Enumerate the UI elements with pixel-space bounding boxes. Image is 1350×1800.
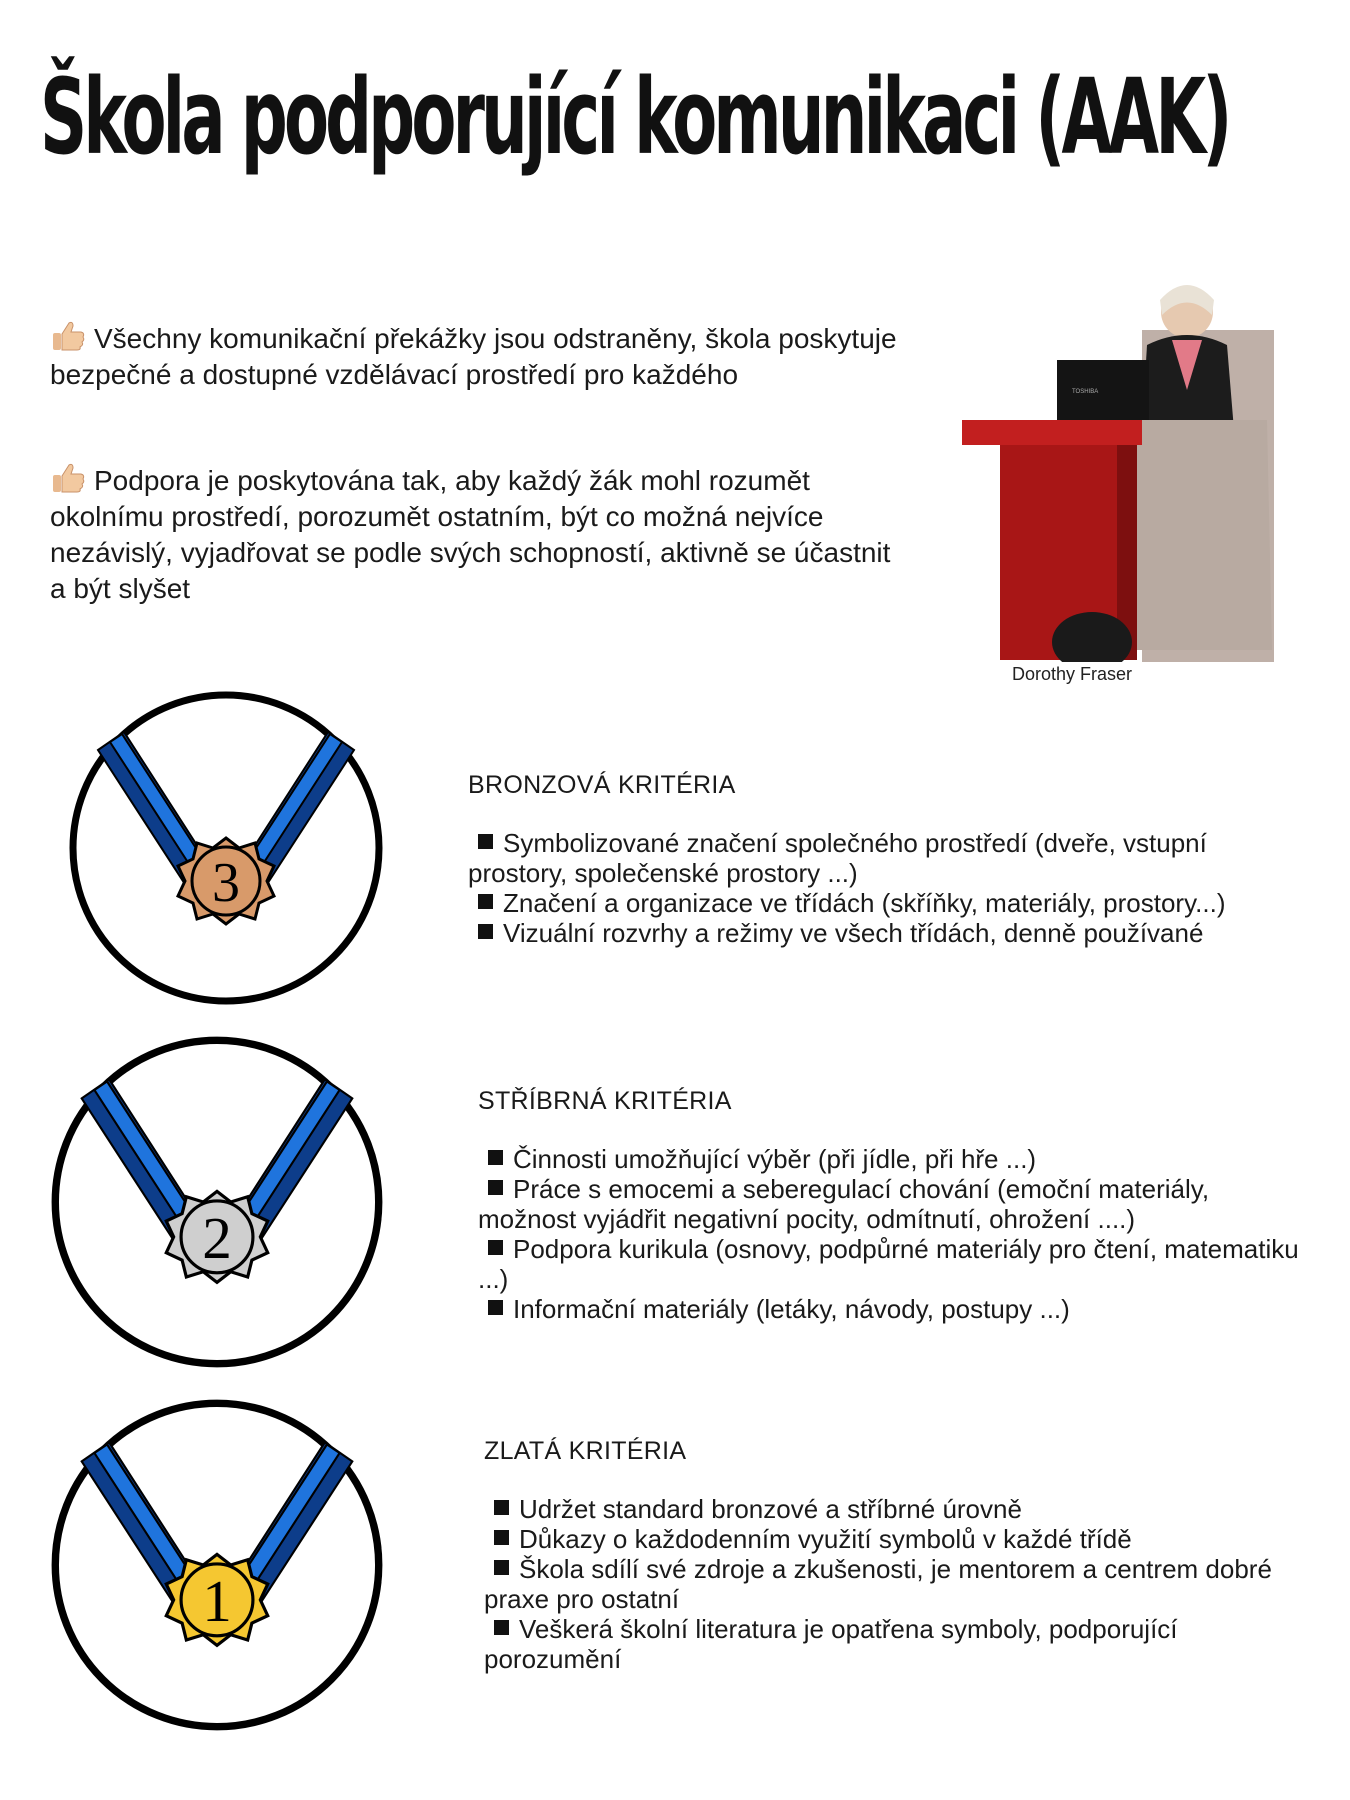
bronze-medal-number: 3 <box>212 852 240 914</box>
square-bullet-icon <box>478 924 493 939</box>
square-bullet-icon <box>494 1530 509 1545</box>
bronze-heading: BRONZOVÁ KRITÉRIA <box>468 771 736 799</box>
gold-heading: ZLATÁ KRITÉRIA <box>484 1437 687 1465</box>
square-bullet-icon <box>488 1150 503 1165</box>
silver-heading: STŘÍBRNÁ KRITÉRIA <box>478 1087 732 1115</box>
bronze-medal-icon <box>68 690 384 1006</box>
silver-medal-number: 2 <box>202 1205 232 1272</box>
laptop-label: TOSHIBA <box>1072 389 1099 395</box>
silver-medal-icon <box>50 1035 384 1369</box>
gold-medal-icon <box>50 1398 384 1732</box>
silver-item: Práce s emocemi a seberegulací chování (emoční materiály, možnost vyjádřit negativní pocity, odmítnutí, ohrožení ....) <box>478 1174 1210 1234</box>
gold-item: Udržet standard bronzové a stříbrné úrovně <box>484 1494 1314 1524</box>
silver-criteria <box>478 1086 1308 1324</box>
silver-item: Podpora kurikula (osnovy, podpůrné materiály pro čtení, matematiku ...) <box>478 1234 1299 1294</box>
intro-paragraph-1 <box>50 318 910 393</box>
silver-item: Informační materiály (letáky, návody, postupy ...) <box>478 1294 1308 1324</box>
gold-criteria <box>484 1436 1314 1674</box>
intro-paragraph-2 <box>50 460 910 607</box>
photo-caption: Dorothy Fraser <box>1012 664 1133 684</box>
intro-text-1: Všechny komunikační překážky jsou odstraněny, škola poskytuje bezpečné a dostupné vzdělávací prostředí pro každého <box>50 323 897 390</box>
square-bullet-icon <box>494 1560 509 1575</box>
square-bullet-icon <box>488 1240 503 1255</box>
gold-item: Důkazy o každodenním využití symbolů v každé třídě <box>484 1524 1314 1554</box>
silver-item: Činnosti umožňující výběr (při jídle, při hře ...) <box>478 1144 1308 1174</box>
podium <box>962 420 1142 445</box>
thumbs-up-icon <box>50 318 86 354</box>
gold-item: Veškerá školní literatura je opatřena symboly, podporující porozumění <box>484 1614 1178 1674</box>
speaker-photo <box>962 270 1274 662</box>
laptop <box>1057 360 1149 422</box>
square-bullet-icon <box>488 1180 503 1195</box>
page-title: Škola podporující komunikaci (AAK) <box>40 56 1229 178</box>
square-bullet-icon <box>488 1300 503 1315</box>
gold-item: Škola sdílí své zdroje a zkušenosti, je mentorem a centrem dobré praxe pro ostatní <box>484 1554 1272 1614</box>
bronze-item: Značení a organizace ve třídách (skříňky, materiály, prostory...) <box>468 888 1298 918</box>
gold-medal-number: 1 <box>202 1568 232 1635</box>
thumbs-up-icon <box>50 460 86 496</box>
bronze-item: Vizuální rozvrhy a režimy ve všech třídách, denně používané <box>468 918 1298 948</box>
square-bullet-icon <box>494 1500 509 1515</box>
bronze-item: Symbolizované značení společného prostředí (dveře, vstupní prostory, společenské prostory ...) <box>468 828 1207 888</box>
square-bullet-icon <box>494 1620 509 1635</box>
square-bullet-icon <box>478 834 493 849</box>
intro-text-2: Podpora je poskytována tak, aby každý žák mohl rozumět okolnímu prostředí, porozumět ostatním, být co možná nejvíce nezávislý, vyjadřovat se podle svých schopností, aktivně se účastnit a být slyšet <box>50 465 891 604</box>
square-bullet-icon <box>478 894 493 909</box>
bronze-criteria <box>468 770 1298 948</box>
